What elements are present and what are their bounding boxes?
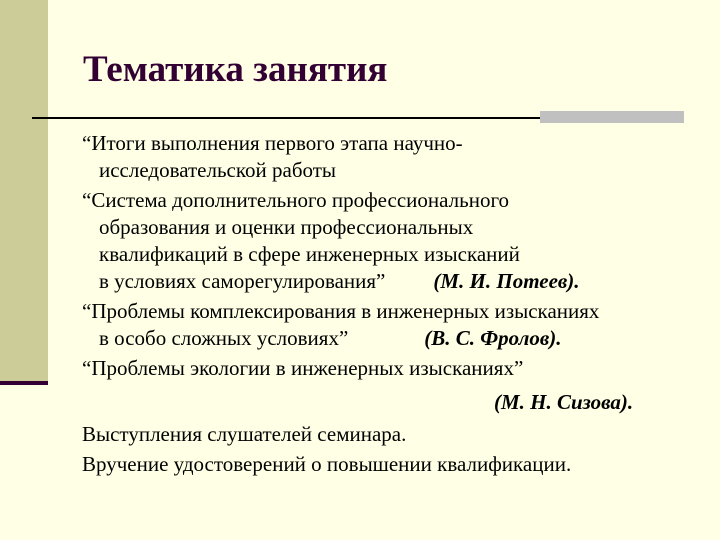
side-accent-line xyxy=(0,381,48,385)
agenda-item-4-speaker: (М. Н. Сизова). xyxy=(494,390,634,414)
slide-content xyxy=(82,130,702,481)
slide-title: Тематика занятия xyxy=(83,49,388,90)
agenda-item-2-line-2: образования и оценки профессиональных xyxy=(99,215,474,239)
agenda-item-1-line-1: “Итоги выполнения первого этапа научно- xyxy=(82,131,463,155)
agenda-item-2-speaker: (М. И. Потеев). xyxy=(433,269,580,293)
agenda-item-1 xyxy=(82,130,702,184)
divider-accent-block xyxy=(540,111,684,123)
agenda-item-3-speaker: (В. С. Фролов). xyxy=(424,326,562,350)
agenda-item-2-line-3: квалификаций в сфере инженерных изысканий xyxy=(99,242,520,266)
side-bar-decoration xyxy=(0,0,48,384)
agenda-item-2 xyxy=(82,187,702,295)
agenda-item-3-line-1: “Проблемы комплексирования в инженерных изысканиях xyxy=(82,299,600,323)
agenda-item-3 xyxy=(82,298,702,352)
agenda-item-1-line-2: исследовательской работы xyxy=(99,158,337,182)
agenda-item-2-line-4: в условиях саморегулирования” xyxy=(99,269,386,293)
agenda-item-4 xyxy=(82,355,702,382)
agenda-item-6: Вручение удостоверений о повышении квалификации. xyxy=(82,452,572,476)
agenda-item-2-line-1: “Система дополнительного профессионального xyxy=(82,188,510,212)
agenda-item-3-line-2: в особо сложных условиях” xyxy=(99,326,349,350)
agenda-item-4-line-1: “Проблемы экологии в инженерных изысканиях” xyxy=(82,356,524,380)
agenda-item-5: Выступления слушателей семинара. xyxy=(82,422,407,446)
